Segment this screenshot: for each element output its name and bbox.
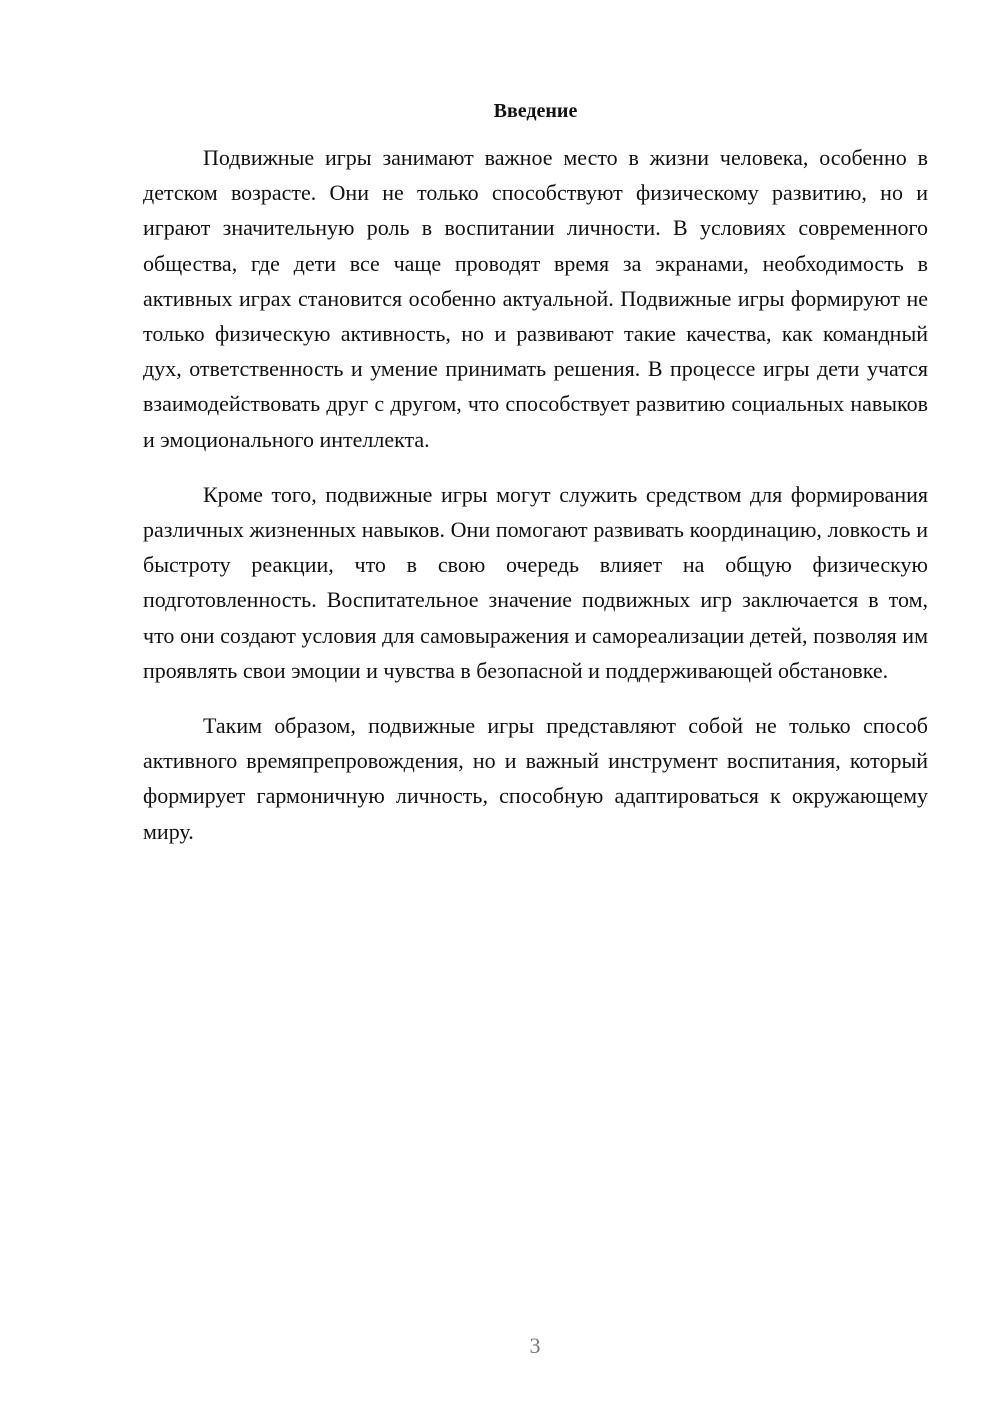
- page-number: 3: [529, 1333, 541, 1358]
- section-heading: Введение: [493, 100, 578, 122]
- paragraph-1: Подвижные игры занимают важное место в жизни человека, особенно в детском возрасте. Они не только способствуют физическому развитию, но и играют значительную роль в воспитании личности. В условиях современного общества, где дети все чаще проводят время за экранами, необходимость в активных играх становится особенно актуальной. Подвижные игры формируют не только физическую активность, но и развивают такие качества, как командный дух, ответственность и умение принимать решения. В процессе игры дети учатся взаимодействовать друг с другом, что способствует развитию социальных навыков и эмоционального интеллекта.: [143, 145, 928, 452]
- paragraph-2: Кроме того, подвижные игры могут служить средством для формирования различных жизненных навыков. Они помогают развивать координацию, ловкость и быстроту реакции, что в свою очередь влияет на общую физическую подготовленность. Воспитательное значение подвижных игр заключается в том, что они создают условия для самовыражения и самореализации детей, позволяя им проявлять свои эмоции и чувства в безопасной и поддерживающей обстановке.: [143, 481, 928, 683]
- page-content: [143, 96, 928, 869]
- paragraph-3: Таким образом, подвижные игры представляют собой не только способ активного времяпрепровождения, но и важный инструмент воспитания, который формирует гармоничную личность, способную адаптироваться к окружающему миру.: [143, 713, 928, 844]
